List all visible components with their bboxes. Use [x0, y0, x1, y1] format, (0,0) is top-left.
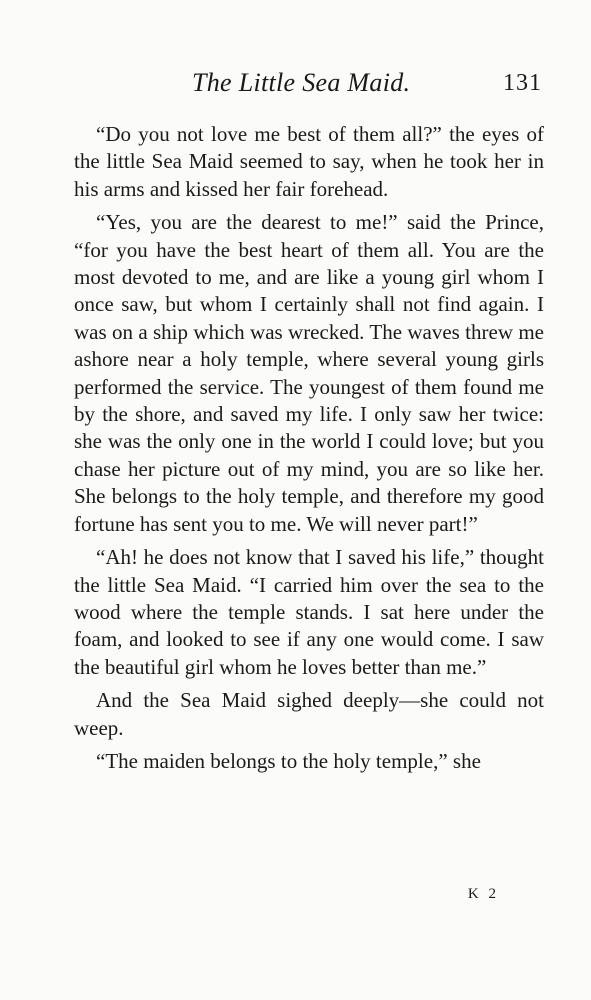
paragraph: “The maiden belongs to the holy temple,” she — [96, 748, 481, 773]
page-number: 131 — [503, 70, 542, 96]
paragraph: And the Sea Maid sighed deeply—she could not weep. — [74, 688, 544, 740]
page-header — [74, 68, 542, 102]
paragraph: “Do you not love me best of them all?” the eyes of the little Sea Maid seemed to say, when he took her in his arms and kissed her fair forehead. — [74, 122, 544, 201]
paragraph: “Yes, you are the dearest to me!” said the Prince, “for you have the best heart of them all. You are the most devoted to me, and are like a young girl whom I once saw, but whom I certainly shall not find again. I was on a ship which was wrecked. The waves threw me ashore near a holy temple, where several young girls performed the service. The youngest of them found me by the shore, and saved my life. I only saw her twice: she was the only one in the world I could love; but you chase her picture out of my mind, you are so like her. She belongs to the holy temple, and therefore my good fortune has sent you to me. We will never part!” — [74, 210, 544, 536]
body-text — [74, 121, 544, 781]
signature-mark: K 2 — [467, 886, 499, 902]
paragraph: “Ah! he does not know that I saved his life,” thought the little Sea Maid. “I carried him over the sea to the wood where the temple stands. I sat here under the foam, and looked to see if any one would come. I saw the beautiful girl whom he loves better than me.” — [74, 545, 544, 679]
running-title: The Little Sea Maid. — [192, 68, 411, 97]
